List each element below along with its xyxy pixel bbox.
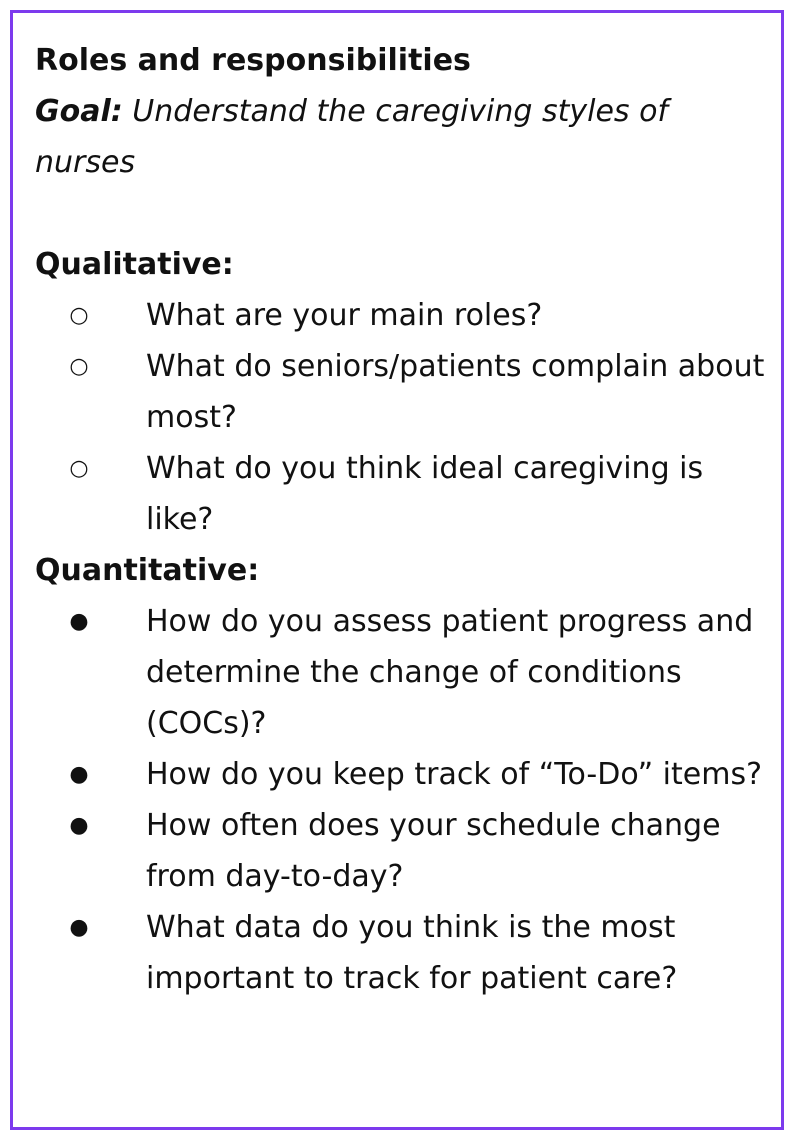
spacer xyxy=(35,188,773,239)
hollow-bullet-icon: ○ xyxy=(69,456,89,481)
section-title: Roles and responsibilities xyxy=(35,43,471,78)
list-item-text: How do you assess patient progress and determine the change of conditions (COCs)? xyxy=(146,604,754,741)
list-item xyxy=(35,800,773,902)
card-content xyxy=(35,35,773,1004)
solid-bullet-icon: ● xyxy=(69,915,89,940)
list-item xyxy=(35,749,773,800)
list-item-text: What do seniors/patients complain about most? xyxy=(146,349,765,435)
list-item xyxy=(35,596,773,749)
list-item-text: How do you keep track of “To-Do” items? xyxy=(146,757,763,792)
list-item-text: What data do you think is the most important to track for patient care? xyxy=(146,910,678,996)
quantitative-heading: Quantitative: xyxy=(35,553,260,588)
qualitative-heading: Qualitative: xyxy=(35,247,234,282)
goal-label: Goal: xyxy=(35,94,123,129)
qualitative-list xyxy=(35,290,773,545)
question-card xyxy=(10,10,784,1130)
hollow-bullet-icon: ○ xyxy=(69,354,89,379)
quantitative-list xyxy=(35,596,773,1004)
list-item xyxy=(35,902,773,1004)
hollow-bullet-icon: ○ xyxy=(69,303,89,328)
goal-statement xyxy=(35,86,773,188)
list-item xyxy=(35,341,773,443)
goal-text: Understand the caregiving styles of nurses xyxy=(35,94,668,180)
list-item-text: What are your main roles? xyxy=(146,298,543,333)
list-item xyxy=(35,290,773,341)
list-item-text: How often does your schedule change from day-to-day? xyxy=(146,808,721,894)
solid-bullet-icon: ● xyxy=(69,813,89,838)
list-item xyxy=(35,443,773,545)
list-item-text: What do you think ideal caregiving is like? xyxy=(146,451,704,537)
solid-bullet-icon: ● xyxy=(69,609,89,634)
solid-bullet-icon: ● xyxy=(69,762,89,787)
